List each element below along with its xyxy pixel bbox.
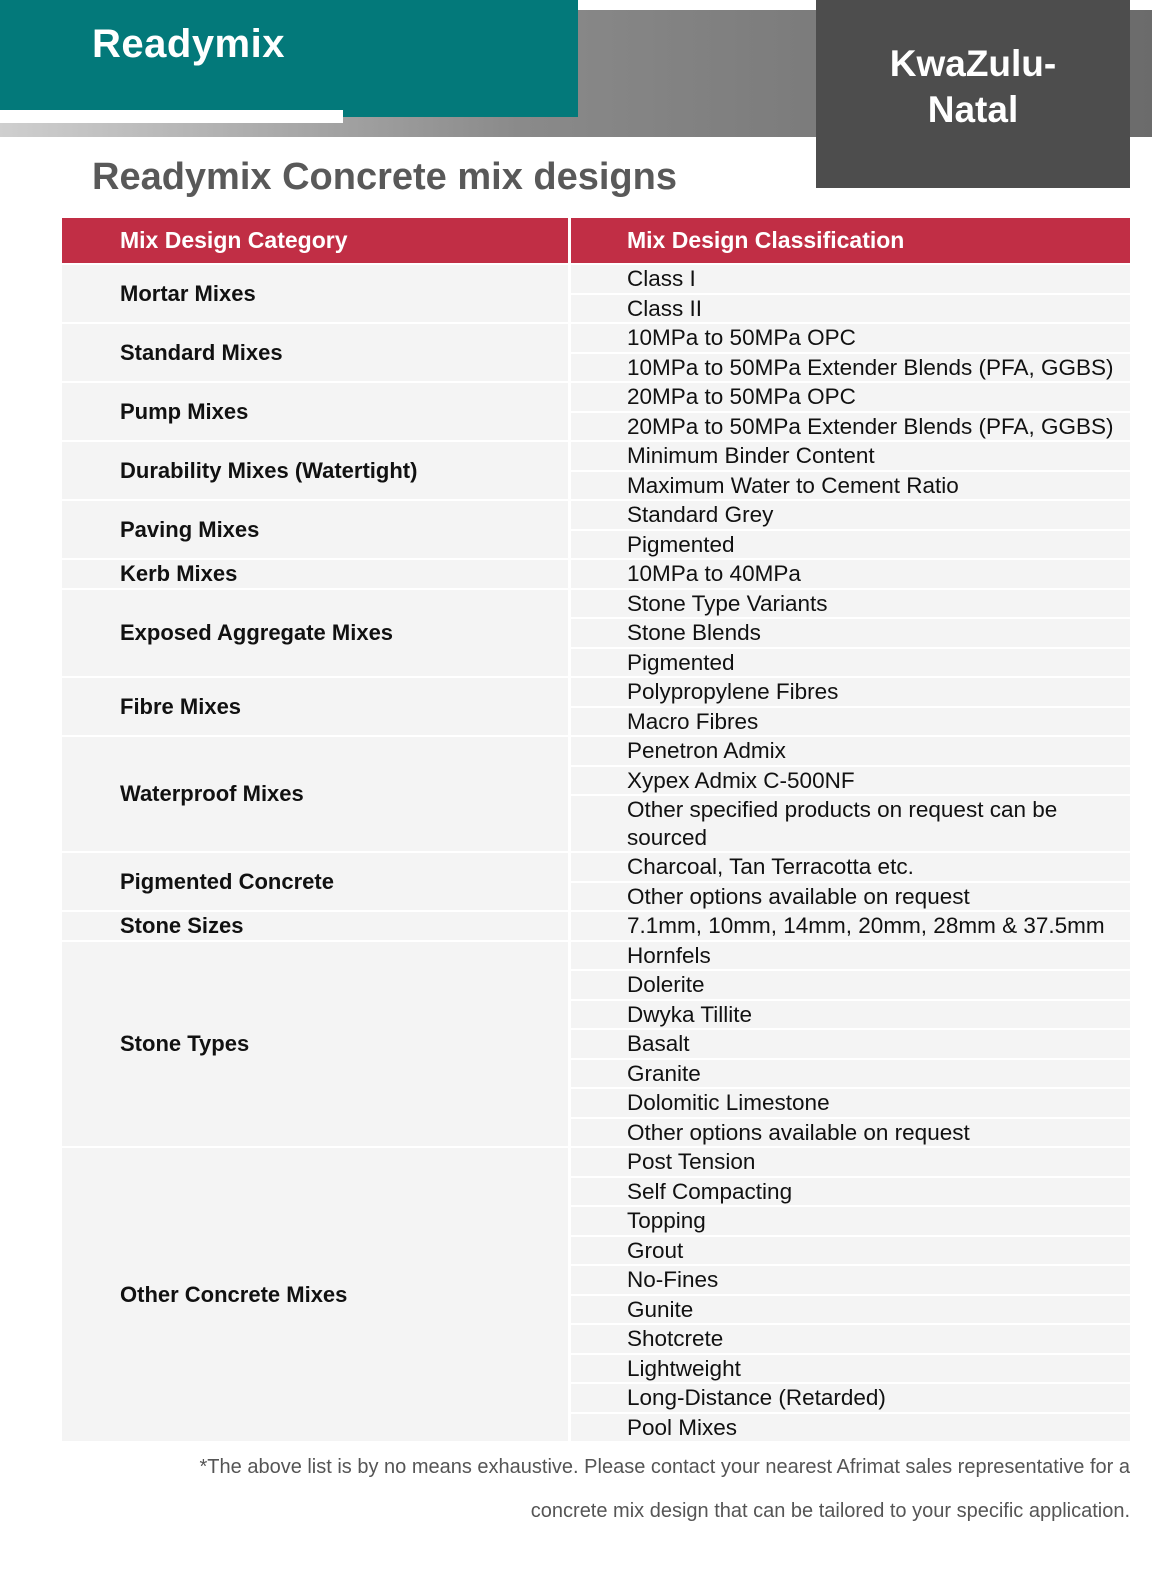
classification-item: Self Compacting: [571, 1178, 1130, 1206]
classification-item: Shotcrete: [571, 1325, 1130, 1353]
classification-item: Lightweight: [571, 1355, 1130, 1383]
classification-item: Grout: [571, 1237, 1130, 1265]
classification-cell: [568, 560, 1130, 588]
classification-item: Stone Blends: [571, 619, 1130, 647]
classification-item: Post Tension: [571, 1148, 1130, 1176]
classification-cell: [568, 912, 1130, 940]
classification-item: 20MPa to 50MPa OPC: [571, 383, 1130, 411]
classification-item: Minimum Binder Content: [571, 442, 1130, 470]
classification-cell: [568, 383, 1130, 440]
mix-design-table: [62, 218, 1130, 1441]
column-header-category: Mix Design Category: [62, 218, 568, 263]
page-title: Readymix Concrete mix designs: [92, 156, 677, 198]
category-cell: Other Concrete Mixes: [62, 1148, 568, 1441]
classification-item: Hornfels: [571, 942, 1130, 970]
category-cell: Pigmented Concrete: [62, 853, 568, 910]
classification-item: Other options available on request: [571, 1119, 1130, 1147]
classification-item: 10MPa to 50MPa OPC: [571, 324, 1130, 352]
classification-item: Pigmented: [571, 531, 1130, 559]
category-cell: Waterproof Mixes: [62, 737, 568, 851]
classification-item: Pool Mixes: [571, 1414, 1130, 1442]
category-cell: Exposed Aggregate Mixes: [62, 590, 568, 677]
classification-item: Macro Fibres: [571, 708, 1130, 736]
classification-cell: [568, 590, 1130, 677]
category-cell: Pump Mixes: [62, 383, 568, 440]
classification-cell: [568, 942, 1130, 1147]
region-label: KwaZulu-Natal: [889, 43, 1057, 130]
classification-cell: [568, 853, 1130, 910]
classification-cell: [568, 737, 1130, 851]
classification-cell: [568, 265, 1130, 322]
classification-item: Stone Type Variants: [571, 590, 1130, 618]
category-cell: Kerb Mixes: [62, 560, 568, 588]
category-cell: Stone Sizes: [62, 912, 568, 940]
classification-item: Topping: [571, 1207, 1130, 1235]
category-cell: Stone Types: [62, 942, 568, 1147]
classification-cell: [568, 1148, 1130, 1441]
classification-item: Charcoal, Tan Terracotta etc.: [571, 853, 1130, 881]
classification-item: Gunite: [571, 1296, 1130, 1324]
classification-cell: [568, 678, 1130, 735]
classification-cell: [568, 324, 1130, 381]
category-cell: Durability Mixes (Watertight): [62, 442, 568, 499]
classification-item: Pigmented: [571, 649, 1130, 677]
classification-item: 10MPa to 40MPa: [571, 560, 1130, 588]
region-block: [816, 0, 1130, 188]
classification-item: Dolerite: [571, 971, 1130, 999]
classification-item: Long-Distance (Retarded): [571, 1384, 1130, 1412]
classification-item: Other specified products on request can be sourced: [571, 796, 1130, 851]
classification-item: Granite: [571, 1060, 1130, 1088]
classification-item: Polypropylene Fibres: [571, 678, 1130, 706]
footnote-line-1: *The above list is by no means exhaustive. Please contact your nearest Afrimat sales representative for a: [199, 1456, 1130, 1478]
category-cell: Standard Mixes: [62, 324, 568, 381]
classification-item: Xypex Admix C-500NF: [571, 767, 1130, 795]
classification-item: No-Fines: [571, 1266, 1130, 1294]
classification-item: Penetron Admix: [571, 737, 1130, 765]
brand-underline: [0, 110, 343, 123]
classification-cell: [568, 442, 1130, 499]
classification-cell: [568, 501, 1130, 558]
classification-item: Class I: [571, 265, 1130, 293]
classification-item: 10MPa to 50MPa Extender Blends (PFA, GGBS): [571, 354, 1130, 382]
brand-title: Readymix: [92, 22, 285, 66]
classification-item: Dolomitic Limestone: [571, 1089, 1130, 1117]
column-header-classification: Mix Design Classification: [568, 218, 1130, 263]
brand-block: [0, 0, 578, 117]
classification-item: 7.1mm, 10mm, 14mm, 20mm, 28mm & 37.5mm: [571, 912, 1130, 940]
classification-item: Dwyka Tillite: [571, 1001, 1130, 1029]
classification-item: 20MPa to 50MPa Extender Blends (PFA, GGBS): [571, 413, 1130, 441]
classification-item: Maximum Water to Cement Ratio: [571, 472, 1130, 500]
classification-item: Class II: [571, 295, 1130, 323]
footnote-line-2: concrete mix design that can be tailored to your specific application.: [530, 1500, 1130, 1522]
category-cell: Paving Mixes: [62, 501, 568, 558]
category-cell: Mortar Mixes: [62, 265, 568, 322]
category-cell: Fibre Mixes: [62, 678, 568, 735]
classification-item: Standard Grey: [571, 501, 1130, 529]
classification-item: Basalt: [571, 1030, 1130, 1058]
footnote: [62, 1445, 1130, 1533]
classification-item: Other options available on request: [571, 883, 1130, 911]
